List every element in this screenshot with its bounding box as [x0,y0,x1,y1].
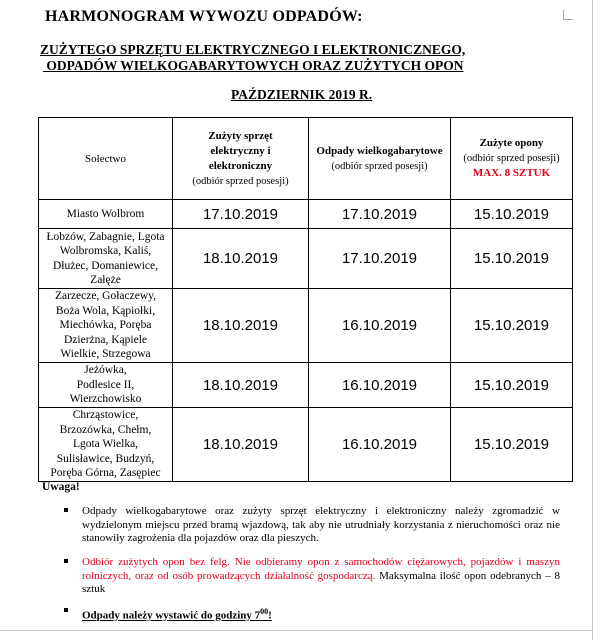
note-text-black: Maksymalna ilość opon odebranych – 8 sztuk [82,569,560,595]
table-row [39,200,573,229]
header-bulky-title: Odpady wielkogabarytowe [316,144,443,157]
village-line: Zarzecze, Gołaczewy, [54,290,157,303]
village-line: Brzozówka, Chełm, [59,423,152,436]
margin-corner-mark [563,10,573,20]
header-electronics-line-2: elektryczny i [210,144,271,157]
table-header-row [39,118,573,200]
page-edge-right [592,0,593,640]
date-tires: 15.10.2019 [451,408,573,482]
village-line: Wielkie, Strzegowa [60,348,151,361]
document-title: HARMONOGRAM WYWOZU ODPADÓW: [45,8,363,25]
date-electronics: 18.10.2019 [173,229,309,289]
bullet-icon [64,559,68,563]
header-tires-max: MAX. 8 SZTUK [472,167,551,179]
village-cell [39,363,173,408]
table-row [39,408,573,482]
note-deadline-sup: 00 [260,607,269,616]
note-text: Odpady wielkogabarytowe oraz zużyty sprzęt elektryczny i elektroniczny należy zgromadzić w wydzielonym miejscu przed bramą wjazdową, tak aby nie utrudniały korzystania z nieruchomości oraz nie stanowiły zagrożenia dla pojazdów oraz dla pieszych. [82,505,560,544]
header-tires-sub: (odbiór sprzed posesji) [463,153,560,164]
table-row [39,289,573,363]
village-line: Dzierżna, Kąpiele [63,333,147,346]
village-line: Boża Wola, Kąpiołki, [55,304,156,317]
header-electronics [173,118,309,200]
month-heading: PAŹDZIERNIK 2019 R. [231,87,373,102]
village-cell [39,200,173,229]
table-row [39,363,573,408]
village-line: Miechówka, Poręba [59,319,152,332]
date-tires: 15.10.2019 [451,363,573,408]
notes-heading: Uwaga! [42,481,80,493]
village-cell [39,408,173,482]
header-solectwo: Sołectwo [39,118,173,200]
date-tires: 15.10.2019 [451,200,573,229]
date-bulky: 16.10.2019 [309,408,451,482]
header-tires [451,118,573,200]
note-deadline-text: Odpady należy wystawić do godziny 7 [82,609,261,622]
date-electronics: 18.10.2019 [173,408,309,482]
header-electronics-sub: (odbiór sprzed posesji) [192,175,289,187]
date-electronics: 18.10.2019 [173,363,309,408]
village-cell [39,289,173,363]
bullet-icon [64,608,68,612]
header-tires-title: Zużyte opony [479,137,544,149]
date-bulky: 16.10.2019 [309,289,451,363]
subtitle-line-1: ZUŻYTEGO SPRZĘTU ELEKTRYCZNEGO I ELEKTRONICZNEGO, [40,42,466,57]
village-cell [39,229,173,289]
village-line: Lgota Wielka, [72,438,139,451]
village-line: Poręba Górna, Zasępiec [50,467,161,480]
date-tires: 15.10.2019 [451,289,573,363]
village-line: Sulisławice, Budzyń, [56,452,155,465]
village-line: Wierzchowisko [69,393,142,406]
date-bulky: 17.10.2019 [309,200,451,229]
note-deadline-end: ! [268,609,272,622]
note-text [82,556,560,597]
note-text-red: Odbiór zużytych opon bez felg. Nie odbieramy opon z samochodów ciężarowych, pojazdów i maszyn rolniczych, oraz od osób prowadzących działalność gospodarczą. [82,556,560,582]
date-bulky: 16.10.2019 [309,363,451,408]
village-line: Wolbromska, Kaliś, [59,245,152,257]
date-tires: 15.10.2019 [451,229,573,289]
bullet-icon [64,508,68,512]
note-text [82,605,560,623]
table-row [39,229,573,289]
village-line: Miasto Wolbrom [66,207,145,220]
schedule-table [38,117,573,482]
header-electronics-line-3: elektroniczny [208,159,273,172]
village-line: Jeżówka, [84,364,127,377]
subtitle-line-2: ODPADÓW WIELKOGABARYTOWYCH ORAZ ZUŻYTYCH OPON [43,58,464,73]
village-line: Łobzów, Zabagnie, Lgota [46,230,165,243]
header-electronics-line-1: Zużyty sprzęt [208,129,273,142]
header-bulky-sub: (odbiór sprzed posesji) [331,160,428,172]
date-bulky: 17.10.2019 [309,229,451,289]
page-edge-bottom [0,630,593,631]
village-line: Podlesice II, [76,378,135,391]
village-line: Chrząstowice, [72,409,139,422]
date-electronics: 18.10.2019 [173,289,309,363]
date-electronics: 17.10.2019 [173,200,309,229]
header-bulky [309,118,451,200]
village-line: Załęże [90,274,121,286]
village-line: Dłużec, Domaniewice, [52,259,159,272]
